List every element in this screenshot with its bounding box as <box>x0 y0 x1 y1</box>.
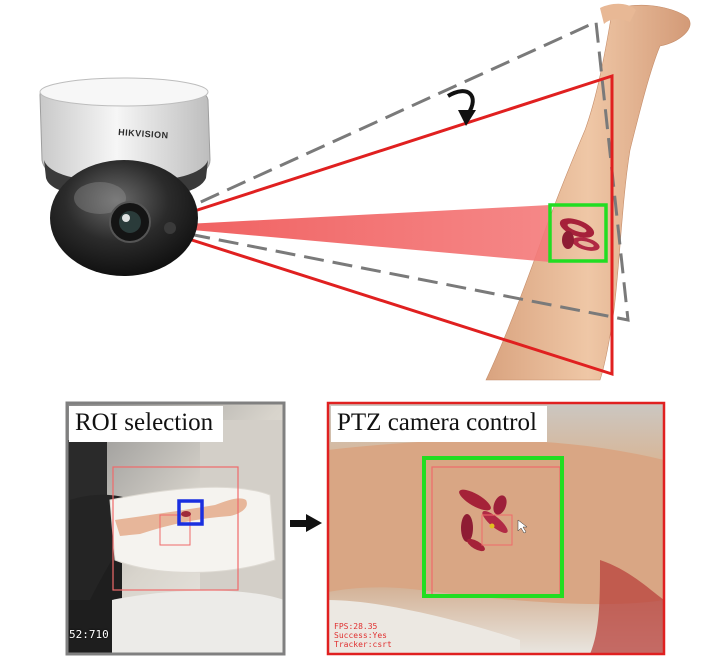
tracking-beam <box>148 205 550 262</box>
camera-brand-label: HIKVISION <box>117 127 169 141</box>
arm-illustration <box>486 4 690 380</box>
success-readout: Success:Yes <box>334 631 387 640</box>
flow-arrow-icon <box>290 514 322 532</box>
roi-panel-title: ROI selection <box>69 406 223 442</box>
ptz-camera-icon <box>40 78 210 276</box>
fps-readout: FPS:28.35 <box>334 622 378 631</box>
roi-frame-counter: 52:710 <box>69 628 109 641</box>
tracker-readout: Tracker:csrt <box>334 640 392 649</box>
ptz-panel-title: PTZ camera control <box>331 406 547 442</box>
